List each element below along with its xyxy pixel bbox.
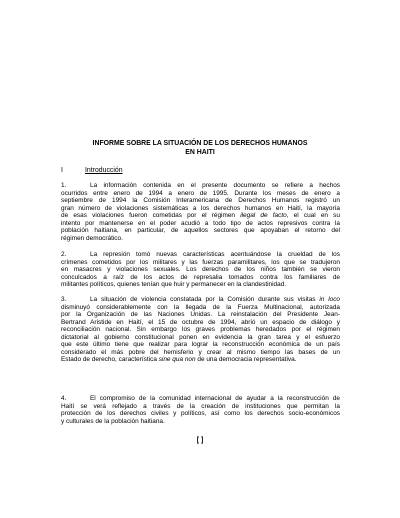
paragraph-line: gran número de violaciones sistemáticas a los derechos humanos en Haití, la mayoría [61,204,340,212]
paragraph-line: intento por mantenerse en el poder acudió a todo tipo de actos represivos contra la [61,219,340,227]
paragraph-line: régimen democrático. [61,234,123,242]
paragraph-line: que este último tiene que realizar para lograr la reconstrucción económica de un país [61,341,340,349]
section-number: I [61,167,63,174]
paragraph-line: crímenes cometidos por los militares y las fuerzas paramilitares, los que se tradujeron [61,258,340,266]
paragraph-line: Haití se verá reflejado a través de la creación de instituciones que permitan la [61,402,340,410]
section-heading [61,167,123,176]
paragraph-line: ocurridos entre enero de 1994 a enero de 1995. Durante los meses de enero a [61,189,340,197]
paragraph-number: 4. [61,395,67,402]
paragraph-number: 2. [61,251,67,258]
section-label: Introducción [85,167,123,174]
paragraph-line: El compromiso de la comunidad internacional de ayudar a la reconstrucción de [90,395,340,402]
paragraph-number: 3. [61,296,67,303]
paragraph-line: Bertrand Aristide en Haití, el 15 de octubre de 1994, abrió un espacio de diálogo y [61,318,340,326]
paragraph-line: y culturales de la población haitiana. [61,417,165,425]
paragraph-line: en masacres y violaciones sexuales. Los derechos de los niños también se vieron [61,266,340,274]
paragraph-line: Estado de derecho, característica sine qua non de una democracia representativa. [61,356,297,364]
paragraph-line: de esas violaciones fueron cometidas por el régimen ilegal de facto, el cual en su [61,212,340,220]
paragraph-line: población haitiana, en particular, de aquellos sectores que apoyaban el retorno del [61,227,340,235]
title-line-2: EN HAITI [185,148,215,156]
paragraph-2 [61,251,340,289]
paragraph-line: protección de los derechos civiles y políticos, así como los derechos socio-económicos [61,410,340,418]
paragraph-line: conculcados a raíz de los actos de represalia tomados contra los familiares de [61,273,340,281]
paragraph-line: disminuyó considerablemente con la llegada de la Fuerza Multinacional, autorizada [61,303,340,311]
paragraph-line: La situación de violencia constatada por la Comisión durante sus visitas in loco [90,296,340,303]
paragraph-line: considerado el más pobre del hemisferio y crear al mismo tiempo las bases de un [61,348,340,356]
paragraph-1 [61,182,340,242]
paragraph-line: dictatorial al gobierno constitucional ponen en evidencia la gran tarea y el esfuerzo [61,333,340,341]
paragraph-line: La información contenida en el presente documento se refiere a hechos [90,182,340,189]
paragraph-4 [61,395,340,425]
paragraph-number: 1. [61,182,67,189]
paragraph-line: militantes políticos, quienes tenían que huir y permanecer en la clandestinidad. [61,281,287,289]
paragraph-line: reconciliación nacional. Sin embargo los graves problemas heredados por el régimen [61,326,340,334]
title-line-1: INFORME SOBRE LA SITUACIÓN DE LOS DERECHOS HUMANOS [92,140,308,147]
paragraph-3 [61,296,340,364]
document-title [60,140,340,157]
footnote-marker[interactable]: [ ] [196,437,204,444]
paragraph-line: La represión tomó nuevas características acentuándose la crueldad de los [90,251,340,258]
paragraph-line: septiembre de 1994 la Comisión Interamericana de Derechos Humanos registró un [61,197,340,205]
paragraph-line: por la Organización de las Naciones Unidas. La reinstalación del Presidente Jean- [61,311,340,319]
